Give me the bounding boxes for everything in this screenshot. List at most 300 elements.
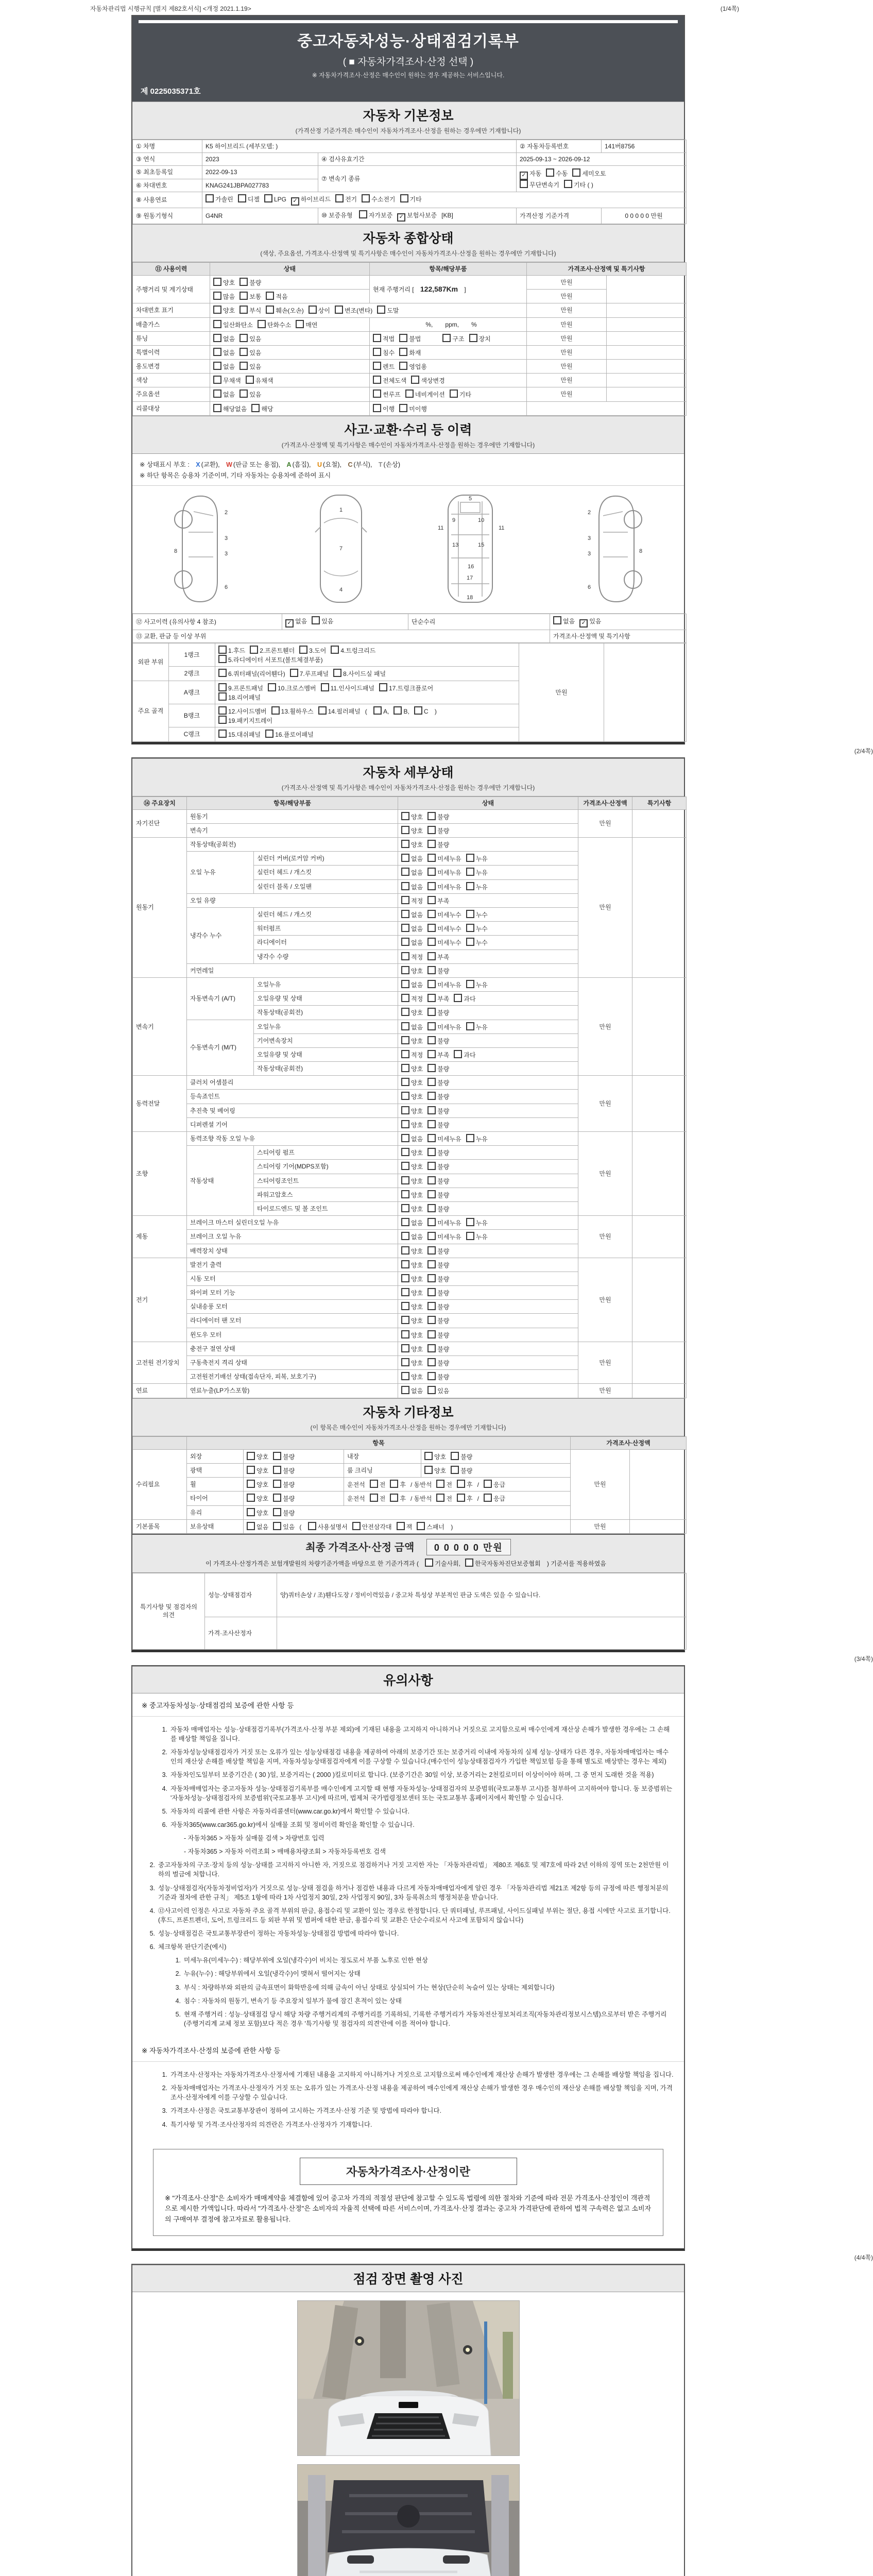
checkbox-cell [398, 1258, 578, 1272]
label: 과다 [464, 1051, 476, 1059]
checkbox-cell [210, 331, 370, 345]
cell: 동력전달 [133, 1076, 187, 1132]
checkbox-도말[interactable] [377, 306, 385, 314]
checkbox-양호[interactable] [401, 826, 409, 834]
checkbox-불량[interactable] [427, 1316, 436, 1324]
checkbox-불량[interactable] [427, 840, 436, 848]
checkbox-해당없음[interactable] [213, 404, 221, 412]
header-cell: 항목/해당부품 [187, 796, 398, 809]
checkbox-누유[interactable] [466, 854, 474, 862]
state-mark-codes [140, 460, 677, 469]
checkbox-훼손(오손)[interactable] [266, 306, 274, 314]
checkbox-양호[interactable] [401, 1372, 409, 1380]
cell: 오일 누유 [187, 852, 254, 894]
checkbox-없음[interactable] [401, 1134, 409, 1142]
checkbox-6.쿼터패널(리어휀다)[interactable] [218, 669, 227, 677]
checkbox-양호[interactable] [401, 1106, 409, 1114]
checkbox-미세누수[interactable] [427, 938, 436, 946]
checkbox-9.프론트패널[interactable] [218, 683, 227, 691]
checkbox-한국자동차진단보증협회[interactable] [465, 1558, 473, 1567]
checkbox-없음[interactable] [401, 1022, 409, 1030]
checkbox-수동[interactable] [546, 168, 554, 177]
checkbox-2.프론트휀더[interactable] [250, 646, 258, 654]
label: 무단변속기 [529, 181, 559, 189]
checkbox-무단변속기[interactable] [520, 180, 528, 188]
checkbox-하이브리드[interactable]: ✓ [291, 197, 299, 206]
header-cell: ⑭ 주요장치 [133, 796, 187, 809]
checkbox-없음[interactable] [401, 1218, 409, 1226]
checkbox-색상변경[interactable] [411, 376, 419, 384]
checkbox-양호[interactable] [401, 840, 409, 848]
checkbox-미세누유[interactable] [427, 868, 436, 876]
checkbox-양호[interactable] [401, 1162, 409, 1170]
checkbox-불량[interactable] [427, 1204, 436, 1212]
checkbox-1.후드[interactable] [218, 646, 227, 654]
checkbox-없음[interactable] [401, 938, 409, 946]
checkbox-미세누유[interactable] [427, 1218, 436, 1226]
page-marker-2: (2/4쪽) [854, 747, 873, 755]
checkbox-5.라디에이터 서포트(볼트체결부품)[interactable] [218, 655, 227, 663]
checkbox-없음[interactable] [213, 389, 221, 398]
checkbox-불량[interactable] [427, 1190, 436, 1198]
checkbox-없음[interactable] [401, 854, 409, 862]
cell: ① 차명 [133, 140, 202, 153]
checkbox-기타[interactable] [450, 389, 458, 398]
checkbox-없음[interactable] [247, 1522, 255, 1530]
checkbox-3.도어[interactable] [299, 646, 307, 654]
checkbox-양호[interactable] [401, 1064, 409, 1072]
checkbox-11.인사이드패널[interactable] [321, 683, 329, 691]
checkbox-양호[interactable] [401, 1204, 409, 1212]
label: 색상변경 [421, 377, 445, 385]
checkbox-불량[interactable] [427, 1162, 436, 1170]
checkbox-있음[interactable] [427, 1386, 436, 1394]
checkbox-없음[interactable] [213, 348, 221, 356]
section-detail-state [132, 758, 684, 796]
svg-text:3: 3 [225, 535, 228, 541]
checkbox-없음[interactable] [401, 1232, 409, 1240]
checkbox-없음[interactable] [213, 334, 221, 342]
checkbox-기타[interactable] [400, 194, 408, 202]
checkbox-적음[interactable] [266, 292, 274, 300]
label: 미세누수 [437, 925, 461, 933]
checkbox-탄화수소[interactable] [258, 320, 266, 328]
checkbox-과다[interactable] [454, 994, 462, 1002]
checkbox-불량[interactable] [427, 1330, 436, 1338]
checkbox-많음[interactable] [213, 292, 221, 300]
cell: 연료 [133, 1384, 187, 1398]
svg-text:16: 16 [467, 563, 474, 570]
checkbox-양호[interactable] [247, 1494, 255, 1502]
checkbox-불량[interactable] [427, 1274, 436, 1282]
checkbox-양호[interactable] [401, 812, 409, 820]
checkbox-없음[interactable] [553, 616, 561, 624]
label: 적정 [411, 995, 423, 1003]
checkbox-B,[interactable] [393, 706, 402, 715]
checkbox-13.휠하우스[interactable] [271, 706, 280, 715]
checkbox-cell [244, 1519, 571, 1533]
checkbox-전[interactable] [436, 1494, 444, 1502]
checkbox-누유[interactable] [466, 1218, 474, 1226]
checkbox-양호[interactable] [247, 1452, 255, 1460]
checkbox-양호[interactable] [401, 1078, 409, 1086]
car-diagram-side-right [561, 491, 648, 607]
cell: K5 하이브리드 (세부모델: ) [202, 140, 517, 153]
checkbox-있음[interactable] [239, 389, 248, 398]
checkbox-불량[interactable] [427, 1344, 436, 1352]
checkbox-불량[interactable] [427, 1106, 436, 1114]
checkbox-보험사보증[interactable]: ✓ [397, 213, 405, 222]
checkbox-양호[interactable] [213, 278, 221, 286]
checkbox-잭[interactable] [397, 1522, 405, 1530]
checkbox-없음[interactable] [401, 980, 409, 988]
checkbox-불량[interactable] [427, 1246, 436, 1255]
checkbox-부식[interactable] [239, 306, 248, 314]
cell: 구동축전지 격리 상태 [187, 1356, 398, 1370]
checkbox-불량[interactable] [427, 826, 436, 834]
checkbox-후[interactable] [390, 1480, 398, 1488]
checkbox-불량[interactable] [427, 1078, 436, 1086]
checkbox-부족[interactable] [427, 896, 436, 904]
checkbox-불량[interactable] [427, 1358, 436, 1366]
checkbox-미세누유[interactable] [427, 854, 436, 862]
checkbox-매연[interactable] [296, 320, 304, 328]
checkbox-양호[interactable] [401, 1036, 409, 1044]
checkbox-변조(변타)[interactable] [335, 306, 343, 314]
page-4 [131, 2264, 685, 2576]
label: 11.인사이드패널 [330, 684, 374, 692]
checkbox-cell [398, 922, 578, 936]
checkbox-누유[interactable] [466, 1134, 474, 1142]
checkbox-불량[interactable] [427, 1064, 436, 1072]
cell: 실내송풍 모터 [187, 1300, 398, 1314]
cell: 스티어링조인트 [254, 1174, 398, 1188]
checkbox-가솔린[interactable] [206, 194, 214, 202]
label: [KB] [441, 211, 453, 219]
checkbox-불량[interactable] [239, 278, 248, 286]
label: 응급 [493, 1481, 506, 1489]
checkbox-10.크로스멤버[interactable] [268, 683, 276, 691]
checkbox-있음[interactable] [239, 362, 248, 370]
cell: 실린더 헤드 / 개스킷 [254, 908, 398, 922]
checkbox-적정[interactable] [401, 994, 409, 1002]
checkbox-없음[interactable] [401, 924, 409, 932]
checkbox-불량[interactable] [427, 1260, 436, 1268]
checkbox-적정[interactable] [401, 896, 409, 904]
checkbox-스패너[interactable] [417, 1522, 425, 1530]
comprehensive-state-table [132, 262, 687, 416]
checkbox-누유[interactable] [466, 1232, 474, 1240]
checkbox-LPG[interactable] [264, 194, 272, 202]
checkbox-이행[interactable] [373, 404, 381, 412]
checkbox-양호[interactable] [401, 1176, 409, 1184]
checkbox-16.플로어패널[interactable] [265, 730, 273, 738]
svg-text:4: 4 [339, 586, 343, 593]
checkbox-양호[interactable] [401, 1092, 409, 1100]
checkbox-불량[interactable] [427, 966, 436, 974]
checkbox-cell [370, 387, 527, 401]
checkbox-부족[interactable] [427, 952, 436, 960]
checkbox-cell [215, 704, 519, 727]
cell: 전기 [133, 1258, 187, 1342]
checkbox-사용설명서[interactable] [308, 1522, 316, 1530]
checkbox-15.대쉬패널[interactable] [218, 730, 227, 738]
label: 없음 [411, 911, 423, 919]
label: 안전삼각대 [362, 1523, 392, 1531]
checkbox-누수[interactable] [466, 938, 474, 946]
notice-item: 3. 성능·상태점검자(자동차정비업자)가 거짓으로 성능·상태 점검을 하거나 점검한 내용과 다르게 자동차매매업자에게 알린 경우 「자동차관리법 제21조 제2항 등의 규정에 따른 행정처분의 기준과 절차에 관한 규칙」 제5조 1항에 따라 1차 사업정지 30일, 2차 사업정지 90일, 3차 등록취소의 행정처분을 받습니다. [149, 1884, 669, 1901]
checkbox-불량[interactable] [427, 1008, 436, 1016]
checkbox-없음[interactable] [401, 882, 409, 890]
price-appraisal-definition-box [153, 2149, 663, 2236]
checkbox-유채색[interactable] [246, 376, 254, 384]
checkbox-불량[interactable] [451, 1452, 459, 1460]
checkbox-양호[interactable] [401, 1344, 409, 1352]
checkbox-미세누수[interactable] [427, 924, 436, 932]
checkbox-누수[interactable] [466, 910, 474, 918]
label: 양호 [411, 1345, 423, 1353]
checkbox-있음[interactable] [312, 616, 320, 624]
checkbox-cell [215, 727, 519, 741]
checkbox-렌트[interactable] [373, 362, 381, 370]
label: 13.휠하우스 [281, 707, 314, 715]
checkbox-양호[interactable] [401, 1120, 409, 1128]
checkbox-12.사이드멤버[interactable] [218, 706, 227, 715]
checkbox-양호[interactable] [401, 1190, 409, 1198]
final-price-band [132, 1534, 684, 1573]
label: 불량 [437, 1261, 450, 1269]
checkbox-장치[interactable] [469, 334, 477, 342]
checkbox-미이행[interactable] [399, 404, 407, 412]
label: 없음 [223, 335, 235, 343]
cell: 만원 [578, 1216, 632, 1258]
checkbox-양호[interactable] [401, 1316, 409, 1324]
checkbox-누유[interactable] [466, 882, 474, 890]
checkbox-구조[interactable] [442, 334, 451, 342]
svg-text:3: 3 [587, 550, 591, 557]
checkbox-18.리어패널[interactable] [218, 692, 227, 701]
notice-item: 2. 누유(누수) : 해당부위에서 오일(냉각수)이 맺혀서 떨어지는 상태 [175, 1970, 361, 1978]
checkbox-불량[interactable] [427, 1148, 436, 1156]
checkbox-누유[interactable] [466, 980, 474, 988]
checkbox-응급[interactable] [484, 1480, 492, 1488]
checkbox-무채색[interactable] [213, 376, 221, 384]
checkbox-화재[interactable] [399, 348, 407, 356]
section-title: 자동차 세부상태 [363, 765, 454, 780]
checkbox-후[interactable] [390, 1494, 398, 1502]
checkbox-해당[interactable] [251, 404, 260, 412]
checkbox-디젤[interactable] [238, 194, 246, 202]
checkbox-자가보증[interactable] [359, 210, 367, 218]
cell: 외판 부위 [133, 643, 169, 681]
cell: 만원 [578, 1132, 632, 1216]
checkbox-미세누유[interactable] [427, 980, 436, 988]
checkbox-양호[interactable] [401, 1288, 409, 1296]
checkbox-전[interactable] [370, 1494, 378, 1502]
state-mark-note: ※ 하단 항목은 승용차 기준이며, 기타 자동차는 승용차에 준하여 표시 [140, 471, 331, 479]
checkbox-양호[interactable] [401, 1358, 409, 1366]
checkbox-미세누유[interactable] [427, 1134, 436, 1142]
checkbox-전체도색[interactable] [373, 376, 381, 384]
checkbox-있음[interactable] [273, 1522, 281, 1530]
checkbox-없음[interactable] [213, 362, 221, 370]
checkbox-침수[interactable] [373, 348, 381, 356]
cell: 기어변속장치 [254, 1033, 398, 1047]
top-line [90, 4, 739, 13]
label: 미세누수 [437, 911, 461, 919]
checkbox-적정[interactable] [401, 1050, 409, 1058]
checkbox-후[interactable] [457, 1494, 465, 1502]
checkbox-수소전기[interactable] [362, 194, 370, 202]
checkbox-자동[interactable]: ✓ [520, 172, 528, 180]
checkbox-양호[interactable] [401, 1260, 409, 1268]
checkbox-없음[interactable] [401, 1386, 409, 1394]
cell: ⑧ 사용연료 [133, 192, 202, 208]
checkbox-불량[interactable] [427, 1092, 436, 1100]
checkbox-양호[interactable] [401, 1274, 409, 1282]
cell [632, 1132, 687, 1216]
checkbox-양호[interactable] [213, 306, 221, 314]
checkbox-불량[interactable] [273, 1452, 281, 1460]
cell: 제동 [133, 1216, 187, 1258]
page-3 [131, 1665, 685, 2251]
checkbox-양호[interactable] [401, 966, 409, 974]
cell: 라디에이터 팬 모터 [187, 1314, 398, 1328]
cell: 룸 크리닝 [344, 1463, 421, 1477]
checkbox-미세누유[interactable] [427, 882, 436, 890]
checkbox-안전삼각대[interactable] [352, 1522, 361, 1530]
page-marker-4: (4/4쪽) [854, 2254, 873, 2262]
checkbox-네비게이션[interactable] [405, 389, 414, 398]
checkbox-C[interactable] [414, 706, 422, 715]
checkbox-불량[interactable] [427, 1288, 436, 1296]
checkbox-불량[interactable] [427, 1302, 436, 1310]
checkbox-14.필러패널[interactable] [318, 706, 327, 715]
cell: 만원 [578, 1384, 632, 1398]
checkbox-4.트렁크리드[interactable] [331, 646, 339, 654]
cell: 1랭크 [169, 643, 215, 667]
checkbox-미세누유[interactable] [427, 1022, 436, 1030]
checkbox-기타 ( )[interactable] [564, 180, 572, 188]
label: 수소전기 [371, 195, 396, 203]
checkbox-cell [398, 1062, 578, 1076]
checkbox-누수[interactable] [466, 924, 474, 932]
checkbox-미세누수[interactable] [427, 910, 436, 918]
checkbox-불량[interactable] [427, 1372, 436, 1380]
checkbox-불량[interactable] [273, 1466, 281, 1474]
label: 2.프론트휀더 [260, 647, 295, 654]
cell: 고전원전기배선 상태(접속단자, 피복, 보호기구) [187, 1370, 398, 1384]
label: 양호 [411, 1290, 423, 1297]
checkbox-세미오토[interactable] [572, 168, 580, 177]
checkbox-미세누유[interactable] [427, 1232, 436, 1240]
checkbox-적정[interactable] [401, 952, 409, 960]
checkbox-양호[interactable] [247, 1508, 255, 1516]
label: 없음 [411, 1136, 423, 1143]
checkbox-불량[interactable] [427, 812, 436, 820]
cell: 만원 [578, 1076, 632, 1132]
checkbox-전[interactable] [370, 1480, 378, 1488]
label: 적정 [411, 953, 423, 961]
cell: 특기사항 및 점검자의 의견 [133, 1573, 205, 1649]
label: 없음 [411, 939, 423, 947]
checkbox-양호[interactable] [424, 1466, 433, 1474]
checkbox-17.트렁크플로어[interactable] [379, 683, 387, 691]
checkbox-불법[interactable] [399, 334, 407, 342]
checkbox-전기[interactable] [335, 194, 344, 202]
label: 양호 [411, 1331, 423, 1339]
checkbox-상이[interactable] [309, 306, 317, 314]
checkbox-19.패키지트레이[interactable] [218, 716, 227, 724]
checkbox-양호[interactable] [424, 1452, 433, 1460]
section-comprehensive [132, 224, 684, 262]
cell [632, 1076, 687, 1132]
checkbox-불량[interactable] [273, 1480, 281, 1488]
checkbox-양호[interactable] [247, 1480, 255, 1488]
checkbox-있음[interactable]: ✓ [579, 619, 588, 628]
notice-item: 2. 중고자동차의 구조·장치 등의 성능·상태를 고지하지 아니한 자, 거짓으로 점검하거나 거짓 고지한 자는 「자동차관리법」 제80조 제6호 및 제7호에 따라 2년 이하의 징역 또는 2천만원 이하의 벌금에 처합니다. [149, 1861, 669, 1878]
checkbox-과다[interactable] [454, 1050, 462, 1058]
checkbox-후[interactable] [457, 1480, 465, 1488]
label: 미세누유 [437, 1023, 461, 1031]
label: 렌트 [383, 363, 395, 371]
checkbox-불량[interactable] [451, 1466, 459, 1474]
checkbox-적법[interactable] [373, 334, 381, 342]
checkbox-불량[interactable] [427, 1176, 436, 1184]
checkbox-cell [398, 1076, 578, 1090]
checkbox-전[interactable] [436, 1480, 444, 1488]
checkbox-양호[interactable] [401, 1302, 409, 1310]
checkbox-기술사회,[interactable] [425, 1558, 433, 1567]
checkbox-없음[interactable]: ✓ [285, 619, 294, 628]
svg-text:11: 11 [437, 524, 444, 531]
checkbox-불량[interactable] [427, 1036, 436, 1044]
label: 기타 [409, 195, 422, 203]
label: C [348, 461, 353, 468]
notice-item: - 자동차365 > 자동차 이력조회 > 매매용차량조회 > 자동차등록번호 검색 [184, 1848, 386, 1856]
label: (흠집), [292, 461, 313, 468]
label: 불량 [437, 1317, 450, 1325]
checkbox-8.사이드실 패널[interactable] [333, 669, 341, 677]
checkbox-있음[interactable] [239, 334, 248, 342]
checkbox-불량[interactable] [273, 1508, 281, 1516]
checkbox-누유[interactable] [466, 868, 474, 876]
checkbox-7.루프패널[interactable] [290, 669, 298, 677]
checkbox-누유[interactable] [466, 1022, 474, 1030]
cell: 라디에이터 [254, 936, 398, 950]
svg-text:1: 1 [339, 506, 343, 513]
checkbox-불량[interactable] [427, 1120, 436, 1128]
checkbox-일산화탄소[interactable] [213, 320, 221, 328]
checkbox-A,[interactable] [373, 706, 382, 715]
checkbox-없음[interactable] [401, 910, 409, 918]
cell: KNAG241JBPA027783 [202, 179, 318, 192]
checkbox-있음[interactable] [239, 348, 248, 356]
checkbox-부족[interactable] [427, 994, 436, 1002]
checkbox-영업용[interactable] [399, 362, 407, 370]
checkbox-응급[interactable] [484, 1494, 492, 1502]
checkbox-없음[interactable] [401, 868, 409, 876]
checkbox-양호[interactable] [401, 1330, 409, 1338]
checkbox-부족[interactable] [427, 1050, 436, 1058]
checkbox-양호[interactable] [401, 1246, 409, 1255]
checkbox-불량[interactable] [273, 1494, 281, 1502]
checkbox-썬루프[interactable] [373, 389, 381, 398]
checkbox-양호[interactable] [247, 1466, 255, 1474]
checkbox-양호[interactable] [401, 1008, 409, 1016]
checkbox-양호[interactable] [401, 1148, 409, 1156]
checkbox-보통[interactable] [239, 292, 248, 300]
